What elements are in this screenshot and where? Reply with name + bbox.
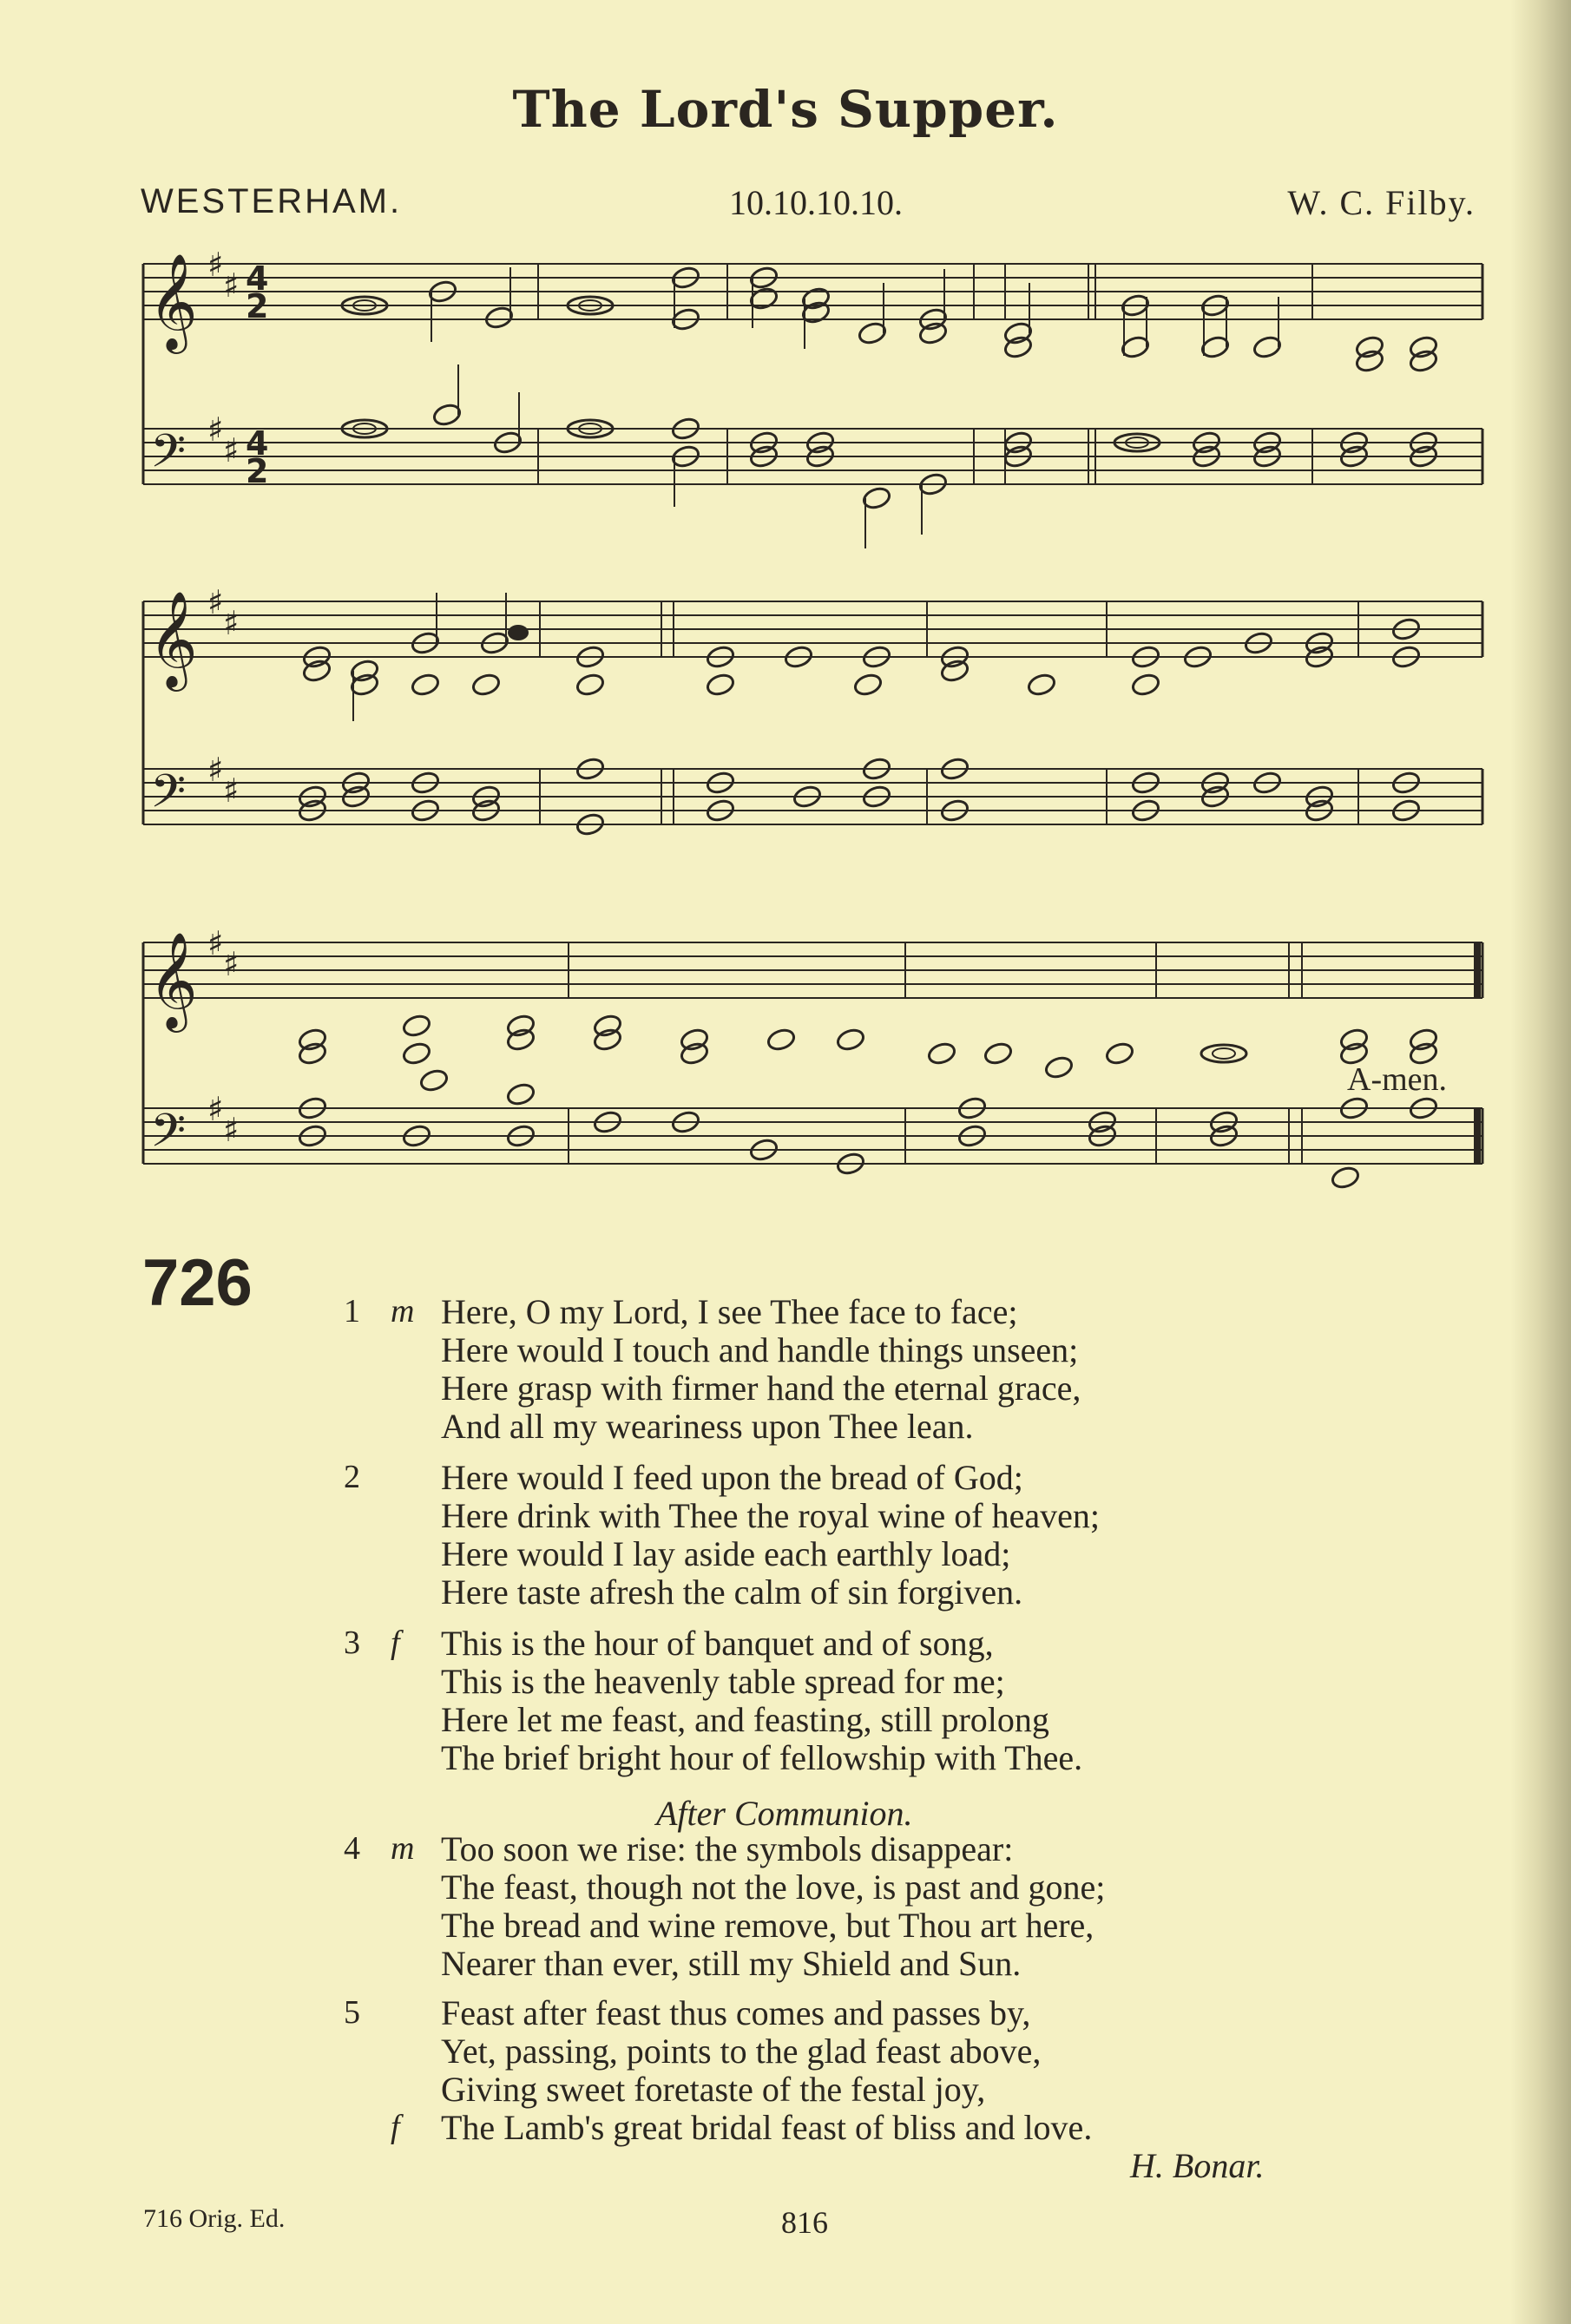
note-head — [1087, 1109, 1117, 1134]
note-head — [505, 1013, 536, 1038]
note-head — [297, 1027, 327, 1052]
note-head — [1130, 770, 1160, 795]
verse-line: Here would I feed upon the bread of God; — [441, 1458, 1023, 1497]
bass-clef-icon: 𝄢 — [150, 765, 187, 830]
verse-line: Here, O my Lord, I see Thee face to face; — [441, 1292, 1018, 1331]
note-head — [1002, 334, 1033, 359]
note-head — [1408, 1095, 1438, 1120]
note-head — [401, 1013, 431, 1038]
note-head — [349, 658, 379, 683]
note-head — [917, 320, 948, 345]
treble-clef-icon: 𝄞 — [148, 931, 198, 1028]
note-head — [1390, 644, 1421, 669]
sharp-icon: ♯ — [223, 431, 240, 469]
note-head — [1182, 644, 1213, 669]
sharp-icon: ♯ — [207, 924, 224, 962]
note-head — [1130, 798, 1160, 823]
note-head-filled — [508, 625, 529, 640]
note-head — [575, 811, 605, 837]
page-number: 816 — [781, 2205, 828, 2240]
note-head — [1304, 798, 1334, 823]
note-head — [917, 306, 948, 332]
note-head — [670, 1109, 700, 1134]
note-head — [297, 1041, 327, 1066]
dynamic-marking: f — [391, 1625, 400, 1661]
dynamic-marking: m — [391, 1293, 415, 1329]
note-head — [857, 320, 887, 345]
breve-note-inner — [353, 423, 376, 434]
note-head — [852, 672, 883, 697]
note-head — [492, 430, 523, 455]
note-head — [1338, 430, 1369, 455]
note-head — [861, 784, 891, 809]
breve-note-inner — [579, 423, 601, 434]
verse-number: 5 — [344, 1994, 360, 2031]
note-head — [679, 1027, 709, 1052]
note-head — [1002, 320, 1033, 345]
note-head — [1120, 334, 1150, 359]
verse-line: Feast after feast thus comes and passes by, — [441, 1993, 1031, 2032]
verse-line: Here drink with Thee the royal wine of heaven; — [441, 1496, 1100, 1535]
note-head — [1354, 334, 1384, 359]
note-head — [1002, 430, 1033, 455]
note-head — [431, 402, 462, 427]
note-head — [1120, 292, 1150, 318]
verse-line: Nearer than ever, still my Shield and Sun. — [441, 1944, 1022, 1983]
breve-note-inner — [1126, 437, 1148, 448]
note-head — [800, 299, 831, 325]
sharp-icon: ♯ — [207, 751, 224, 789]
verse-number: 1 — [344, 1293, 360, 1329]
note-head — [575, 644, 605, 669]
final-bar — [1474, 942, 1481, 998]
note-head — [1408, 348, 1438, 373]
note-head — [297, 798, 327, 823]
note-head — [939, 798, 970, 823]
note-head — [748, 265, 779, 290]
verse-line: Yet, passing, points to the glad feast above, — [441, 2032, 1042, 2071]
note-head — [861, 644, 891, 669]
note-head — [1408, 430, 1438, 455]
note-head — [1026, 672, 1056, 697]
note-head — [805, 430, 835, 455]
note-head — [705, 672, 735, 697]
sharp-icon: ♯ — [207, 1090, 224, 1128]
note-head — [748, 443, 779, 469]
verse-line: Here grasp with firmer hand the eternal grace, — [441, 1369, 1081, 1408]
section-heading: After Communion. — [656, 1794, 913, 1833]
note-head — [748, 1137, 779, 1162]
note-head — [1330, 1165, 1360, 1190]
time-signature-top: 4 — [246, 259, 269, 298]
final-bar — [1474, 1108, 1481, 1164]
note-head — [575, 672, 605, 697]
note-head — [861, 756, 891, 781]
verse-line: And all my weariness upon Thee lean. — [441, 1407, 974, 1446]
note-head — [939, 658, 970, 683]
sharp-icon: ♯ — [223, 1111, 240, 1149]
breve-note — [342, 297, 387, 314]
note-head — [679, 1041, 709, 1066]
note-head — [1191, 430, 1221, 455]
note-head — [705, 770, 735, 795]
verse-line: Here would I touch and handle things unseen; — [441, 1330, 1079, 1369]
note-head — [1304, 630, 1334, 655]
treble-clef-icon: 𝄞 — [148, 590, 198, 687]
verse-number: 2 — [344, 1459, 360, 1495]
verse-line: Giving sweet foretaste of the festal joy, — [441, 2070, 986, 2109]
tune-header — [0, 182, 1571, 234]
note-head — [592, 1109, 622, 1134]
note-head — [483, 305, 514, 330]
sharp-icon: ♯ — [223, 771, 240, 810]
note-head — [939, 756, 970, 781]
note-head — [401, 1041, 431, 1066]
note-head — [748, 430, 779, 455]
note-head — [1200, 334, 1230, 359]
verse-line: Too soon we rise: the symbols disappear: — [441, 1829, 1014, 1868]
note-head — [1354, 348, 1384, 373]
note-head — [705, 798, 735, 823]
note-head — [470, 784, 501, 809]
note-head — [1252, 443, 1282, 469]
note-head — [1043, 1054, 1074, 1080]
footnote: 716 Orig. Ed. — [143, 2204, 286, 2233]
note-head — [1200, 770, 1230, 795]
note-head — [470, 672, 501, 697]
verse-line: The feast, though not the love, is past and gone; — [441, 1868, 1106, 1907]
note-head — [1252, 770, 1282, 795]
note-head — [301, 658, 332, 683]
note-head — [505, 1081, 536, 1106]
time-signature-top: 4 — [246, 424, 269, 463]
note-head — [297, 1123, 327, 1148]
note-head — [418, 1067, 449, 1093]
breve-note — [342, 420, 387, 437]
note-head — [983, 1041, 1013, 1066]
note-head — [800, 286, 831, 311]
note-head — [297, 1095, 327, 1120]
page-title: The Lord's Supper. — [512, 80, 1059, 139]
note-head — [427, 279, 457, 304]
note-head — [670, 443, 700, 469]
verse-line: This is the heavenly table spread for me; — [441, 1662, 1005, 1701]
note-head — [1304, 784, 1334, 809]
verse-number: 3 — [344, 1625, 360, 1661]
note-head — [297, 784, 327, 809]
note-head — [1408, 443, 1438, 469]
note-head — [670, 306, 700, 332]
sharp-icon: ♯ — [207, 583, 224, 621]
note-head — [748, 286, 779, 311]
breve-note — [568, 297, 613, 314]
note-head — [1304, 644, 1334, 669]
note-head — [470, 798, 501, 823]
tune-name: WESTERHAM. — [141, 182, 403, 220]
dynamic-marking: m — [391, 1830, 415, 1867]
breve-note — [1201, 1045, 1246, 1062]
sharp-icon: ♯ — [207, 410, 224, 449]
verse-line: Here taste afresh the calm of sin forgiven. — [441, 1572, 1023, 1612]
note-head — [349, 672, 379, 697]
note-head — [505, 1123, 536, 1148]
note-head — [410, 672, 440, 697]
note-head — [479, 630, 509, 655]
amen-lyric: A-men. — [1347, 1061, 1448, 1098]
note-head — [410, 770, 440, 795]
note-head — [340, 770, 371, 795]
note-head — [1390, 616, 1421, 641]
note-head — [670, 416, 700, 441]
note-head — [1087, 1123, 1117, 1148]
time-signature-bottom: 2 — [246, 287, 269, 325]
hymn-author: H. Bonar. — [1130, 2146, 1265, 2185]
bass-clef-icon: 𝄢 — [150, 425, 187, 489]
verse-line: The Lamb's great bridal feast of bliss and love. — [441, 2108, 1093, 2147]
note-head — [1208, 1123, 1239, 1148]
note-head — [861, 485, 891, 510]
note-head — [505, 1027, 536, 1052]
breve-note-inner — [353, 300, 376, 311]
note-head — [410, 630, 440, 655]
note-head — [1002, 443, 1033, 469]
time-signature-bottom: 2 — [246, 452, 269, 490]
note-head — [1338, 1027, 1369, 1052]
breve-note-inner — [1213, 1048, 1235, 1059]
note-head — [301, 644, 332, 669]
breve-note — [568, 420, 613, 437]
note-head — [1243, 630, 1273, 655]
note-head — [705, 644, 735, 669]
sharp-icon: ♯ — [223, 945, 240, 983]
note-head — [1200, 292, 1230, 318]
note-head — [1252, 334, 1282, 359]
note-head — [1200, 784, 1230, 809]
note-head — [783, 644, 813, 669]
note-head — [410, 798, 440, 823]
verse-number: 4 — [344, 1830, 360, 1867]
note-head — [670, 265, 700, 290]
note-head — [926, 1041, 956, 1066]
note-head — [956, 1123, 987, 1148]
page-edge-shadow — [1510, 0, 1571, 2324]
note-head — [1338, 443, 1369, 469]
note-head — [1191, 443, 1221, 469]
breve-note — [1114, 434, 1160, 451]
treble-clef-icon: 𝄞 — [148, 253, 198, 350]
note-head — [1390, 770, 1421, 795]
note-head — [805, 443, 835, 469]
note-head — [939, 644, 970, 669]
tune-composer: W. C. Filby. — [1287, 183, 1476, 222]
note-head — [835, 1151, 865, 1176]
note-head — [1252, 430, 1282, 455]
note-head — [1408, 334, 1438, 359]
note-head — [1104, 1041, 1134, 1066]
verse-line: This is the hour of banquet and of song, — [441, 1624, 994, 1663]
verse-line: The brief bright hour of fellowship with Thee. — [441, 1738, 1083, 1777]
sharp-icon: ♯ — [223, 266, 240, 305]
note-head — [1338, 1095, 1369, 1120]
note-head — [592, 1013, 622, 1038]
verse-line: Here would I lay aside each earthly load; — [441, 1534, 1011, 1573]
note-head — [575, 756, 605, 781]
note-head — [835, 1027, 865, 1052]
tune-meter: 10.10.10.10. — [729, 183, 903, 222]
note-head — [592, 1027, 622, 1052]
breve-note-inner — [579, 300, 601, 311]
verse-line: Here let me feast, and feasting, still prolong — [441, 1700, 1049, 1739]
note-head — [1130, 672, 1160, 697]
note-head — [792, 784, 822, 809]
bass-clef-icon: 𝄢 — [150, 1105, 187, 1169]
note-head — [1390, 798, 1421, 823]
note-head — [1208, 1109, 1239, 1134]
note-head — [401, 1123, 431, 1148]
note-head — [956, 1095, 987, 1120]
note-head — [1130, 644, 1160, 669]
note-head — [917, 471, 948, 496]
verse-line: The bread and wine remove, but Thou art here, — [441, 1906, 1094, 1945]
dynamic-marking: f — [391, 2109, 400, 2145]
note-head — [766, 1027, 796, 1052]
sharp-icon: ♯ — [207, 246, 224, 284]
hymn-number: 726 — [142, 1246, 253, 1320]
note-head — [340, 784, 371, 809]
sharp-icon: ♯ — [223, 604, 240, 642]
note-head — [1408, 1027, 1438, 1052]
